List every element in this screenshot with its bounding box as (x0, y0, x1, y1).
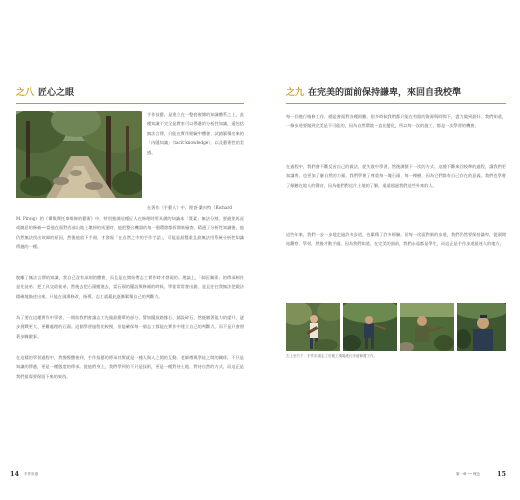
left-running-title: 手作步道 (24, 472, 38, 476)
left-text-beside-photo-2: 在著作《手藝人》中，理查·桑內特（Richard (147, 205, 233, 210)
right-photo-3 (400, 303, 454, 351)
left-section-number: 之八 (16, 88, 35, 98)
left-section-heading (16, 85, 74, 98)
right-section-number: 之九 (286, 88, 305, 98)
right-body-paragraph-1: 每一回進行維修工作，總是會面對各種困難，很多時候我們都只能在有限的資源與時間下，盡力做到最好。我們知道，一條步道要做到完美是不可能的，因為自然環境一直在變化，所以每一次的施工，都是一次學習的機會。 (286, 114, 506, 129)
right-photo-1 (286, 303, 340, 351)
left-body-paragraph-2: 脫離了無法言傳的知識，我自己沒有深刻的體會，而且是在開始帶志工實作時才發現的。理論上，「師匠關係」的傳承制作是先徒弟、把工具交給徒弟，然後去把石頭搬進去，當石頭的擺設與修補的時候，學徒常常會出錯，並且往往我無法把做法精確地描述出來，只能在現場修改、指導，志工就藉此逐漸累積自己的判斷力。 (16, 275, 244, 299)
left-page-number: 14 (10, 470, 20, 478)
right-photo-4 (457, 303, 506, 351)
right-section-title: 在完美的面前保持謙卑，來回自我校準 (308, 88, 462, 98)
right-heading-rule (286, 103, 506, 104)
left-body-paragraph-1: M. Pirsig）的《禪與摩托車維修的藝術》中，特別強調這種匠人在修理時所具備的知識本「質素」無法分割，要避免馬虎或隨意的修補──當他在面對西部山地上壞掉的馬達時，他把整台機器的每一個環節都拆開來檢查，精通了分析性知識後，他仍然無法找出故障的原因，然後他放下手冊，才發現「在自然之中的手作手語」，可能是最穩重且最無法用系統分析性知識傳遞的一種。 (16, 216, 244, 250)
right-body-paragraph-2: 在過程中，我們會不斷反省自己的做法，從失敗中學習，然後調整下一次的方式。這種不斷來回校準的過程，讓我們更加謙卑，也更加了解自然的力量。我們學會了尊重每一塊石頭、每一棵樹，因為它們都有自己存在的意義。我們也學會了傾聽在地人的聲音，因為他們對這片土地的了解，遠遠超過我們這些外來的人。 (286, 164, 506, 188)
right-photo-2 (343, 303, 397, 351)
right-section-heading (286, 85, 461, 98)
right-body-paragraph-3: 這些年來，我們一步一步地走過許多步道，也累積了許多經驗。但每一次面對新的步道，我們仍然要保持謙卑，從頭開始觀察、學習，然後才動手做。因為我們知道，在完美的面前，我們永遠都是學生，而這正是手作步道最迷人的地方。 (286, 232, 506, 247)
left-trail-photo (16, 111, 142, 198)
left-text-beside-photo: 手作技藝，是建立在一整套複雜的知識體系之上，此種知識不完全是教室可以傳遞的分析性知識，還包括無法言傳，只能在實作經驗中體會、試錯累積出來的「內隱知識」（tacit knowledge），以及藝術性的美感。 (147, 112, 244, 155)
right-photo-caption: 左上至右下：手作步道志工於施工現場進行步道修護工作。 (286, 354, 377, 358)
right-running-title: 第一章 ── 理念 (456, 472, 480, 476)
left-heading-rule (16, 103, 244, 104)
left-body-paragraph-3: 為了要在這種實作中學習，一開始我們會讓志工先做最簡單的部分，譬如擺放路緣石、鋪設碎石，然後隨著能力的提升，逐步挑戰更大、更難處理的石頭。這個學習過程比較慢，但能確保每一個志工都能在實作中建立自己的判斷力，而不是只會照著步驟做事。 (16, 315, 244, 339)
right-page-number: 15 (497, 470, 507, 478)
left-body-paragraph-4: 在這樣的學習過程中，我慢慢體會到，手作技藝的傳承其實就是一種人與人之間的互動。老師傅與學徒之間的關係，不只是知識的傳遞，更是一種態度的傳承。從他們身上，我們學到的不只是技術，更是一種對待土地、對待自然的方式，而這正是我們最需要保留下來的東西。 (16, 355, 244, 379)
right-page (260, 0, 520, 500)
left-section-title: 匠心之眼 (38, 88, 75, 98)
